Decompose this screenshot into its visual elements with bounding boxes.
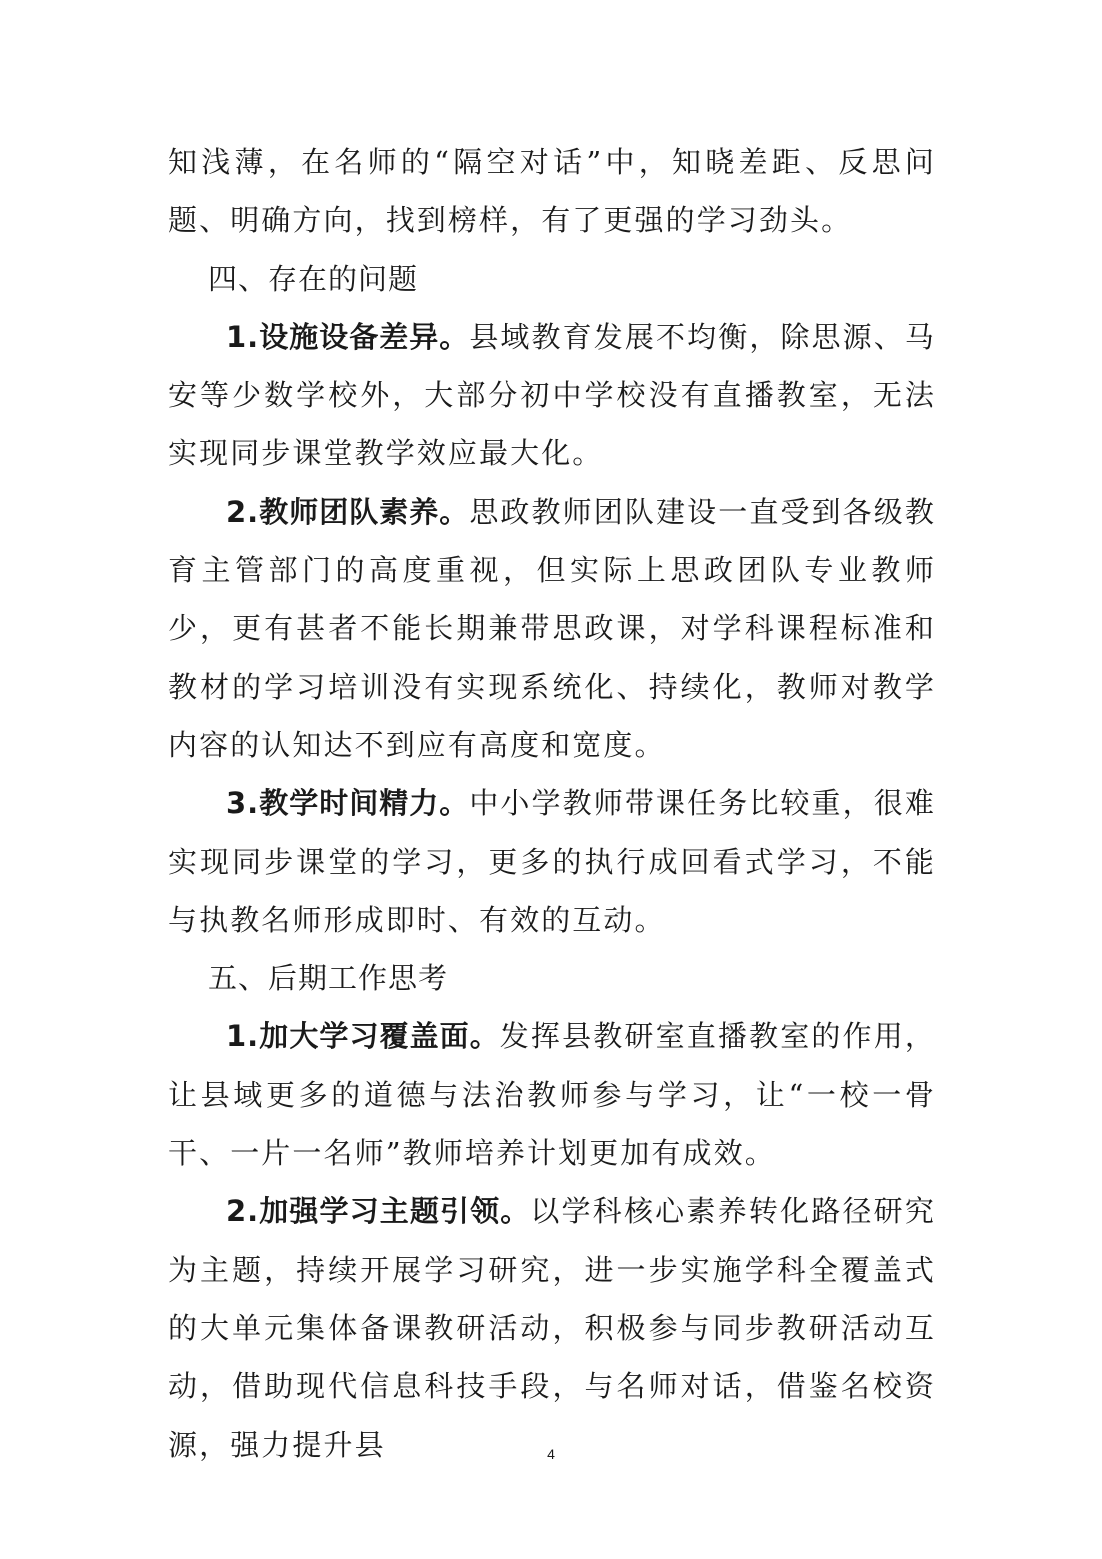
problem-paragraph-3 xyxy=(168,774,936,949)
plan-paragraph-2 xyxy=(168,1182,936,1473)
problem-body-1: 县域教育发展不均衡，除思源、马安等少数学校外，大部分初中学校没有直播教室，无法实现同步课堂教学效应最大化。 xyxy=(168,319,936,471)
body-text xyxy=(168,133,936,1474)
problem-paragraph-2 xyxy=(168,483,936,774)
plan-body-1: 发挥县教研室直播教室的作用，让县域更多的道德与法治教师参与学习，让“一校一骨干、一片一名师”教师培养计划更加有成效。 xyxy=(168,1019,936,1171)
problem-body-3: 中小学教师带课任务比较重，很难实现同步课堂的学习，更多的执行成回看式学习，不能与执教名师形成即时、有效的互动。 xyxy=(168,786,936,937)
problem-lead-1: 1.设施设备差异。 xyxy=(226,319,470,354)
continuation-paragraph: 知浅薄，在名师的“隔空对话”中，知晓差距、反思问题、明确方向，找到榜样，有了更强的学习劲头。 xyxy=(168,145,936,238)
problem-body-2: 思政教师团队建设一直受到各级教育主管部门的高度重视，但实际上思政团队专业教师少，更有甚者不能长期兼带思政课，对学科课程标准和教材的学习培训没有实现系统化、持续化，教师对教学内容的认知达不到应有高度和宽度。 xyxy=(168,494,936,762)
plan-lead-2: 2.加强学习主题引领。 xyxy=(226,1194,531,1229)
problem-paragraph-1 xyxy=(168,308,936,483)
plan-body-2: 以学科核心素养转化路径研究为主题，持续开展学习研究，进一步实施学科全覆盖式的大单元集体备课教研活动，积极参与同步教研活动互动，借助现代信息科技手段，与名师对话，借鉴名校资源，强力提升县 xyxy=(168,1194,936,1462)
problem-lead-3: 3.教学时间精力。 xyxy=(226,786,470,821)
page-number: 4 xyxy=(547,1446,555,1462)
problem-lead-2: 2.教师团队素养。 xyxy=(226,494,470,529)
section-heading-future-work: 五、后期工作思考 xyxy=(208,961,449,996)
plan-lead-1: 1.加大学习覆盖面。 xyxy=(226,1019,500,1054)
section-heading-problems: 四、存在的问题 xyxy=(208,261,419,296)
plan-paragraph-1 xyxy=(168,1007,936,1182)
